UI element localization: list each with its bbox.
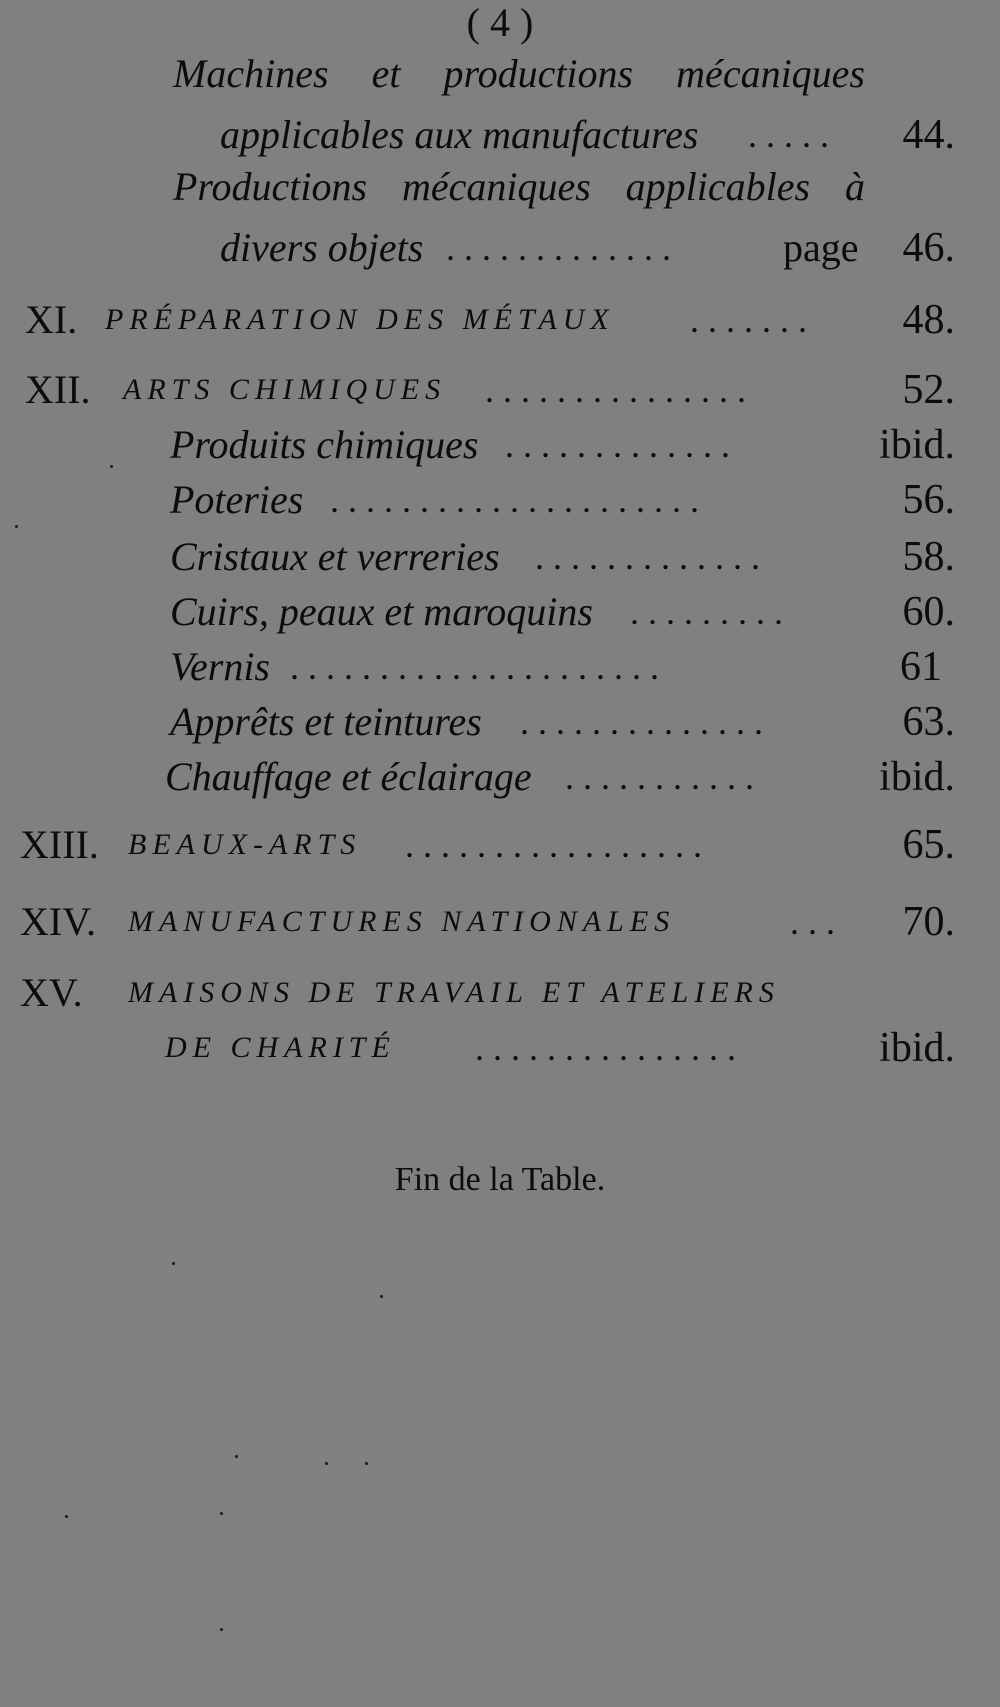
paper-speck — [110, 465, 113, 468]
toc-subentry-poteries — [0, 470, 1000, 530]
toc-entry-machines-line1 — [173, 50, 865, 110]
chapter-numeral: XV. — [20, 970, 83, 1015]
word: et — [371, 51, 401, 96]
entry-title: Apprêts et teintures — [170, 699, 482, 744]
leader-dots: ..... — [748, 115, 838, 155]
toc-entry-productions-line1 — [173, 163, 865, 223]
leader-dots: ......... — [630, 592, 792, 632]
word: mécaniques — [401, 164, 591, 209]
leader-dots: ..................... — [330, 480, 708, 520]
paper-speck — [15, 525, 18, 528]
chapter-numeral: XIII. — [20, 822, 99, 867]
page-ref: 44. — [902, 112, 955, 158]
paper-speck — [172, 1262, 175, 1265]
page-ref: ibid. — [879, 754, 955, 800]
page-ref: 48. — [902, 297, 955, 343]
word: Machines — [173, 51, 329, 96]
page-ref: 46. — [902, 225, 955, 271]
toc-chapter-xii — [0, 360, 1000, 420]
chapter-title: MANUFACTURES NATIONALES — [128, 905, 676, 938]
toc-chapter-xiv — [0, 892, 1000, 952]
chapter-numeral: XI. — [25, 297, 78, 342]
leader-dots: ............. — [535, 537, 769, 577]
paper-speck — [65, 1515, 68, 1518]
word: à — [844, 164, 865, 209]
toc-subentry-vernis — [0, 637, 1000, 697]
leader-dots: ........... — [565, 757, 763, 797]
page-ref: 52. — [902, 367, 955, 413]
leader-dots: ............... — [485, 370, 755, 410]
entry-title: Produits chimiques — [170, 422, 479, 467]
leader-dots: ............... — [475, 1028, 745, 1068]
entry-title: Cuirs, peaux et maroquins — [170, 589, 593, 634]
paper-speck — [235, 1455, 238, 1458]
entry-title: Poteries — [170, 477, 304, 522]
leader-dots: .............. — [520, 702, 772, 742]
chapter-numeral: XIV. — [20, 899, 96, 944]
entry-title: divers objets — [220, 225, 424, 270]
paper-speck — [220, 1628, 223, 1631]
leader-dots: ................. — [405, 825, 711, 865]
chapter-title: ARTS CHIMIQUES — [123, 373, 447, 406]
entry-title: Chauffage et éclairage — [165, 754, 532, 799]
toc-subentry-cristaux — [0, 527, 1000, 587]
page-number-header: ( 4 ) — [466, 0, 534, 45]
paper-speck — [380, 1295, 383, 1298]
paper-speck — [220, 1512, 223, 1515]
chapter-title: MAISONS DE TRAVAIL ET ATELIERS — [128, 976, 780, 1009]
end-of-table-line: Fin de la Table. — [394, 1161, 606, 1198]
toc-subentry-produits — [0, 415, 1000, 475]
leader-dots: ....... — [690, 300, 816, 340]
word: Productions — [173, 164, 368, 209]
toc-chapter-xv-line1 — [0, 963, 1000, 1023]
toc-subentry-apprets — [0, 692, 1000, 752]
word: applicables — [625, 164, 811, 209]
toc-subentry-chauffage — [0, 747, 1000, 807]
leader-dots: ............. — [505, 425, 739, 465]
entry-title: Cristaux et verreries — [170, 534, 500, 579]
page-ref: 70. — [902, 899, 955, 945]
chapter-title: DE CHARITÉ — [165, 1031, 396, 1064]
entry-title: applicables aux manufactures — [220, 112, 699, 157]
page-label: page — [783, 225, 859, 270]
toc-entry-machines-line2 — [0, 105, 1000, 165]
word: mécaniques — [676, 51, 865, 96]
page-ref: 65. — [902, 822, 955, 868]
page-ref: 60. — [902, 589, 955, 635]
toc-entry-productions-line2 — [0, 218, 1000, 278]
paper-speck — [365, 1462, 368, 1465]
toc-chapter-xi — [0, 290, 1000, 350]
leader-dots: ..................... — [290, 647, 668, 687]
page-ref: 63. — [902, 699, 955, 745]
chapter-title: PRÉPARATION DES MÉTAUX — [105, 303, 615, 336]
toc-subentry-cuirs — [0, 582, 1000, 642]
toc-chapter-xv-line2 — [0, 1018, 1000, 1078]
chapter-title: BEAUX-ARTS — [128, 828, 362, 861]
chapter-numeral: XII. — [25, 367, 91, 412]
page-ref: ibid. — [879, 422, 955, 468]
leader-dots: ... — [790, 902, 844, 942]
page-ref: 56. — [902, 477, 955, 523]
leader-dots: ............. — [446, 228, 680, 268]
toc-chapter-xiii — [0, 815, 1000, 875]
word: productions — [443, 51, 634, 96]
paper-speck — [325, 1462, 328, 1465]
entry-title: Vernis — [170, 644, 270, 689]
page-ref: 58. — [902, 534, 955, 580]
page-ref: 61 — [900, 644, 942, 690]
page-ref: ibid. — [879, 1025, 955, 1071]
